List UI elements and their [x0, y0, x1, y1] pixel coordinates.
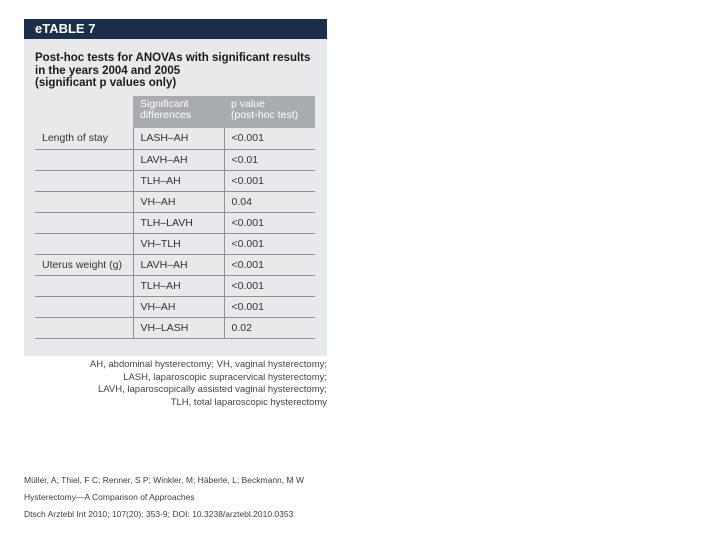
row-difference: VH–TLH: [133, 233, 224, 254]
row-difference: VH–AH: [133, 296, 224, 317]
column-header-line: p value: [231, 98, 265, 110]
citation-title: Hysterectomy—A Comparison of Approaches: [24, 492, 195, 502]
row-variable: [35, 149, 133, 170]
posthoc-table: [35, 96, 315, 339]
citation-authors: Müller, A; Thiel, F C; Renner, S P; Winkler, M; Häberle, L; Beckmann, M W: [24, 475, 304, 485]
column-header-pvalue: [224, 96, 315, 128]
table-row: [35, 128, 315, 149]
row-variable: [35, 191, 133, 212]
row-variable: [35, 275, 133, 296]
table-title-line: Post-hoc tests for ANOVAs with significant results: [35, 52, 311, 64]
row-pvalue: <0.01: [224, 149, 315, 170]
row-pvalue: <0.001: [224, 296, 315, 317]
citation: [24, 472, 304, 523]
row-pvalue: <0.001: [224, 128, 315, 149]
table-title-line: (significant p values only): [35, 77, 177, 89]
row-difference: VH–LASH: [133, 317, 224, 338]
table-footnote: [67, 359, 327, 409]
row-difference: LAVH–AH: [133, 254, 224, 275]
column-header-variable: [35, 96, 133, 128]
table-title-line: in the years 2004 and 2005: [35, 64, 181, 77]
row-pvalue: <0.001: [224, 233, 315, 254]
column-header-line: differences: [140, 109, 192, 121]
row-difference: LASH–AH: [133, 128, 224, 149]
table-row: [35, 212, 315, 233]
row-difference: TLH–AH: [133, 170, 224, 191]
footnote-line: LASH, laparoscopic supracervical hysterectomy;: [123, 371, 327, 383]
etable-card: [24, 19, 327, 408]
table-row: [35, 233, 315, 254]
table-title: [35, 52, 320, 90]
footnote-line: LAVH, laparoscopically assisted vaginal hysterectomy;: [98, 384, 327, 395]
row-pvalue: <0.001: [224, 275, 315, 296]
row-difference: TLH–AH: [133, 275, 224, 296]
table-header-row: [35, 96, 315, 128]
table-label: eTABLE 7: [24, 19, 327, 39]
column-header-differences: [133, 96, 224, 128]
row-variable: [35, 212, 133, 233]
citation-source: Dtsch Arztebl Int 2010; 107(20): 353-9; DOI: 10.3238/arztebl.2010.0353: [24, 509, 294, 519]
row-pvalue: 0.02: [224, 317, 315, 338]
row-variable: [35, 170, 133, 191]
row-pvalue: <0.001: [224, 170, 315, 191]
row-variable: [35, 317, 133, 338]
row-difference: LAVH–AH: [133, 149, 224, 170]
column-header-line: (post-hoc test): [231, 109, 299, 121]
table-row: [35, 149, 315, 170]
table-row: [35, 275, 315, 296]
column-header-line: Significant: [140, 98, 189, 110]
table-row: [35, 191, 315, 212]
footnote-line: TLH, total laparoscopic hysterectomy: [170, 396, 327, 408]
row-variable: Length of stay: [35, 128, 133, 149]
table-row: [35, 296, 315, 317]
table-row: [35, 170, 315, 191]
row-variable: [35, 233, 133, 254]
table-row: [35, 317, 315, 338]
row-variable: [35, 296, 133, 317]
row-pvalue: <0.001: [224, 212, 315, 233]
row-difference: VH–AH: [133, 191, 224, 212]
table-row: [35, 254, 315, 275]
row-pvalue: 0.04: [224, 191, 315, 212]
footnote-line: AH, abdominal hysterectomy; VH, vaginal hysterectomy;: [89, 359, 327, 370]
row-difference: TLH–LAVH: [133, 212, 224, 233]
row-pvalue: <0.001: [224, 254, 315, 275]
row-variable: Uterus weight (g): [35, 254, 133, 275]
